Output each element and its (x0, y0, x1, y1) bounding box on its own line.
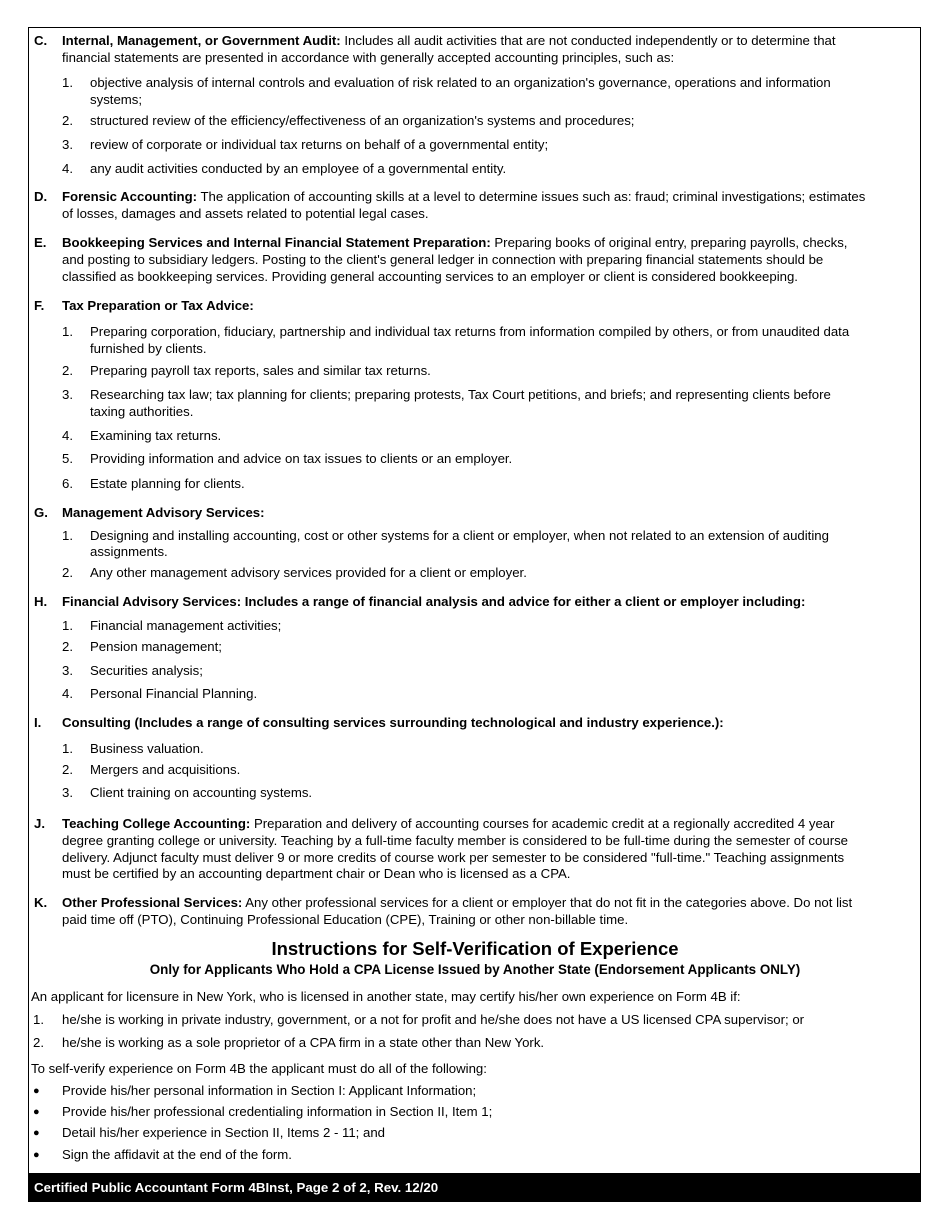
section-d-text: The application of accounting skills at a level to determine issues such as: fraud; criminal investigations; estimates (197, 189, 866, 204)
h-item-4-num: 4. (62, 686, 73, 701)
section-g-letter: G. (34, 505, 48, 520)
f-item-2-num: 2. (62, 363, 73, 378)
section-e-line3: classified as bookkeeping services. Providing general accounting services to an employer or client is considered bookkeeping. (62, 269, 798, 284)
section-f-heading: Tax Preparation or Tax Advice: (62, 298, 254, 313)
f-item-2-text: Preparing payroll tax reports, sales and similar tax returns. (90, 363, 431, 378)
h-item-1-text: Financial management activities; (90, 618, 282, 633)
section-c-line1 (62, 32, 917, 49)
section-d-line2: of losses, damages and assets related to potential legal cases. (62, 206, 429, 221)
step-1-text: Provide his/her personal information in Section I: Applicant Information; (62, 1083, 477, 1098)
f-item-3-line1: Researching tax law; tax planning for clients; preparing protests, Tax Court petitions, and briefs; and representing clients before (90, 387, 831, 402)
h-item-1-num: 1. (62, 618, 73, 633)
section-j-letter: J. (34, 816, 45, 831)
instructions-title: Instructions for Self-Verification of Experience (271, 938, 679, 959)
section-c-line2: financial statements are presented in accordance with generally accepted accounting principles, such as: (62, 50, 675, 65)
i-item-1-num: 1. (62, 741, 73, 756)
c-item-3-num: 3. (62, 137, 73, 152)
c-item-1-num: 1. (62, 75, 73, 90)
bullet-icon: ● (33, 1149, 40, 1161)
h-item-2-num: 2. (62, 639, 73, 654)
section-i-heading: Consulting (Includes a range of consulting services surrounding technological and industry experience.): (62, 715, 724, 730)
step-2-text: Provide his/her professional credentialing information in Section II, Item 1; (62, 1104, 493, 1119)
section-e-letter: E. (34, 235, 47, 250)
f-item-6-num: 6. (62, 476, 73, 491)
section-e-heading: Bookkeeping Services and Internal Financial Statement Preparation: (62, 235, 491, 250)
f-item-4-text: Examining tax returns. (90, 428, 222, 443)
f-item-1-num: 1. (62, 324, 73, 339)
c-item-4-text: any audit activities conducted by an employee of a governmental entity. (90, 161, 507, 176)
g-item-1-num: 1. (62, 528, 73, 543)
section-j-line3: delivery. Adjunct faculty must deliver 9 or more credits of course work per semester to be considered "full-time." Teaching assignments (62, 850, 845, 865)
section-c-heading: Internal, Management, or Government Audit: (62, 33, 341, 48)
section-e-line1 (62, 234, 917, 251)
c-item-4-num: 4. (62, 161, 73, 176)
section-d-letter: D. (34, 189, 48, 204)
c-item-3-text: review of corporate or individual tax returns on behalf of a governmental entity; (90, 137, 549, 152)
g-item-1-line1: Designing and installing accounting, cost or other systems for a client or employer, when not related to an extension of auditing (90, 528, 829, 543)
f-item-1-line1: Preparing corporation, fiduciary, partnership and individual tax returns from information compiled by others, or from unaudited data (90, 324, 850, 339)
section-k-text: Any other professional services for a client or employer that do not fit in the categories above. Do not list (242, 895, 853, 910)
f-item-6-text: Estate planning for clients. (90, 476, 245, 491)
section-c-letter: C. (34, 33, 48, 48)
bullet-icon: ● (33, 1127, 40, 1139)
section-k-line1 (62, 894, 917, 911)
section-e-text: Preparing books of original entry, preparing payrolls, checks, (490, 235, 848, 250)
h-item-4-text: Personal Financial Planning. (90, 686, 258, 701)
f-item-5-text: Providing information and advice on tax issues to clients or an employer. (90, 451, 513, 466)
bullet-icon: ● (33, 1085, 40, 1097)
i-item-3-text: Client training on accounting systems. (90, 785, 313, 800)
g-item-1-line2: assignments. (90, 544, 168, 559)
section-e-line2: and posting to subsidiary ledgers. Posting to the client's general ledger in connection with preparing financial statements should be (62, 252, 824, 267)
g-item-2-num: 2. (62, 565, 73, 580)
instructions-intro: An applicant for licensure in New York, who is licensed in another state, may certify his/her own experience on Form 4B if: (31, 989, 741, 1004)
section-j-line1 (62, 815, 917, 832)
section-j-line4: must be certified by an accounting department chair or Dean who is licensed as a CPA. (62, 866, 571, 881)
section-k-line2: paid time off (PTO), Continuing Professional Education (CPE), Training or other non-billable time. (62, 912, 629, 927)
f-item-5-num: 5. (62, 451, 73, 466)
section-j-line2: degree granting college or university. Teaching by a full-time faculty member is considered to be full-time during the semester of course (62, 833, 849, 848)
section-d-heading: Forensic Accounting: (62, 189, 198, 204)
section-f-letter: F. (34, 298, 45, 313)
g-item-2-text: Any other management advisory services provided for a client or employer. (90, 565, 527, 580)
step-4-text: Sign the affidavit at the end of the form. (62, 1147, 292, 1162)
section-j-text: Preparation and delivery of accounting courses for academic credit at a regionally accredited 4 year (250, 816, 835, 831)
step-3-text: Detail his/her experience in Section II, Items 2 - 11; and (62, 1125, 386, 1140)
bullet-icon: ● (33, 1106, 40, 1118)
section-j-heading: Teaching College Accounting: (62, 816, 251, 831)
section-k-heading: Other Professional Services: (62, 895, 243, 910)
c-item-1-line1: objective analysis of internal controls and evaluation of risk related to an organization's governance, operations and information (90, 75, 831, 90)
i-item-3-num: 3. (62, 785, 73, 800)
i-item-2-text: Mergers and acquisitions. (90, 762, 241, 777)
condition-2-num: 2. (33, 1035, 44, 1050)
section-h-letter: H. (34, 594, 48, 609)
c-item-2-text: structured review of the efficiency/effectiveness of an organization's systems and procedures; (90, 113, 635, 128)
f-item-4-num: 4. (62, 428, 73, 443)
condition-1-num: 1. (33, 1012, 44, 1027)
i-item-2-num: 2. (62, 762, 73, 777)
f-item-3-line2: taxing authorities. (90, 404, 194, 419)
i-item-1-text: Business valuation. (90, 741, 204, 756)
condition-2-text: he/she is working as a sole proprietor of a CPA firm in a state other than New York. (62, 1035, 545, 1050)
c-item-1-line2: systems; (90, 92, 143, 107)
f-item-3-num: 3. (62, 387, 73, 402)
h-item-3-num: 3. (62, 663, 73, 678)
steps-intro: To self-verify experience on Form 4B the applicant must do all of the following: (31, 1061, 487, 1076)
condition-1-text: he/she is working in private industry, government, or a not for profit and he/she does not have a US licensed CPA supervisor; or (62, 1012, 805, 1027)
h-item-3-text: Securities analysis; (90, 663, 203, 678)
section-h-heading: Financial Advisory Services: Includes a range of financial analysis and advice for either a client or employer including: (62, 594, 806, 609)
f-item-1-line2: furnished by clients. (90, 341, 207, 356)
section-k-letter: K. (34, 895, 48, 910)
form-footer: Certified Public Accountant Form 4BInst, Page 2 of 2, Rev. 12/20 (28, 1173, 921, 1202)
section-d-line1 (62, 188, 917, 205)
section-c-text: Includes all audit activities that are not conducted independently or to determine that (340, 33, 836, 48)
h-item-2-text: Pension management; (90, 639, 222, 654)
section-i-letter: I. (34, 715, 42, 730)
section-g-heading: Management Advisory Services: (62, 505, 265, 520)
instructions-subtitle: Only for Applicants Who Hold a CPA License Issued by Another State (Endorsement Applicants ONLY) (149, 962, 801, 977)
c-item-2-num: 2. (62, 113, 73, 128)
